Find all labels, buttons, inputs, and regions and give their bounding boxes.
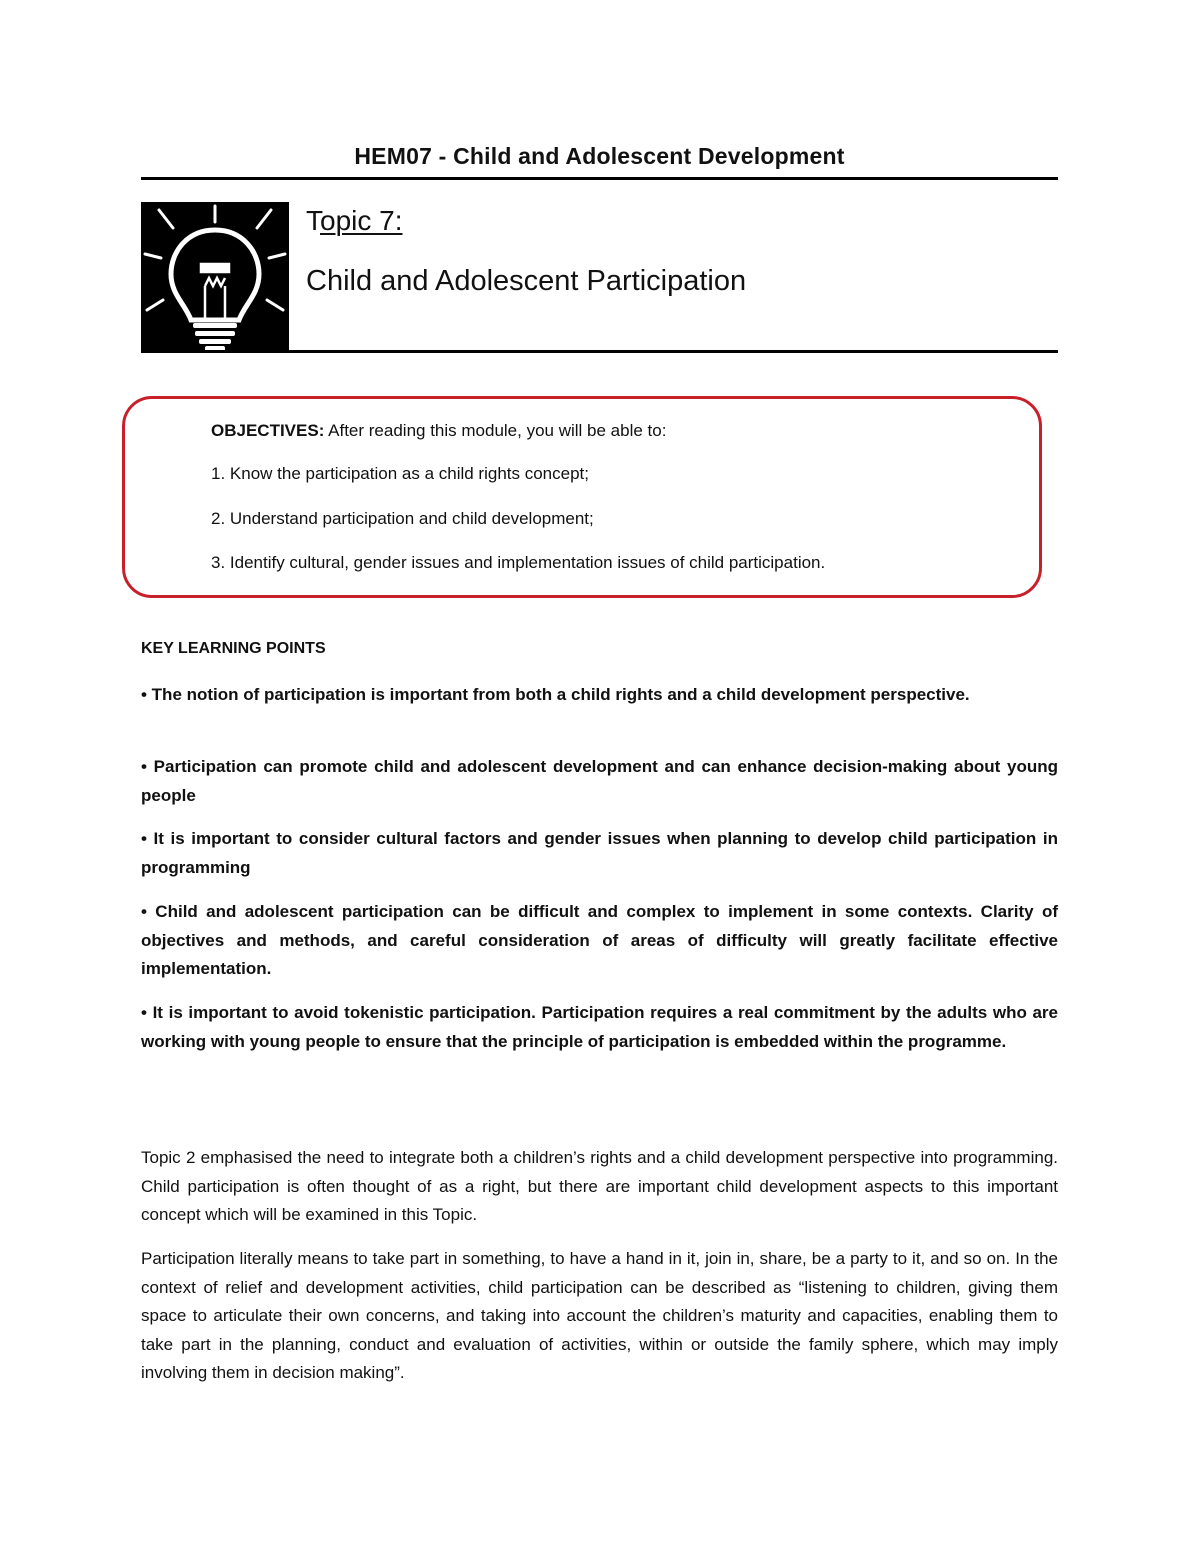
topic-label-underlined: opic 7:	[320, 205, 403, 236]
objective-item: 3. Identify cultural, gender issues and implementation issues of child participation.	[211, 553, 826, 572]
topic-label-prefix: T	[306, 205, 320, 236]
key-point: • It is important to avoid tokenistic participation. Participation requires a real commitment by the adults who are working with young people to ensure that the principle of participation is embedded within the programme.	[141, 1003, 1058, 1051]
key-point: • Child and adolescent participation can be difficult and complex to implement in some contexts. Clarity of objectives and methods, and careful consideration of areas of difficulty will greatly facilitate effective implementation.	[141, 902, 1058, 978]
body-paragraph: Topic 2 emphasised the need to integrate both a children’s rights and a child development perspective into programming. Child participation is often thought of as a right, but there are important child development aspects to this important concept which will be examined in this Topic.	[141, 1148, 1058, 1224]
topic-title: Child and Adolescent Participation	[306, 265, 747, 297]
topic-number	[306, 205, 403, 237]
header-rule	[141, 177, 1058, 180]
objectives-lead-text: After reading this module, you will be able to:	[324, 421, 667, 440]
topic-rule	[141, 350, 1058, 353]
key-point: • It is important to consider cultural factors and gender issues when planning to develop child participation in programming	[141, 829, 1058, 877]
objective-item: 2. Understand participation and child development;	[211, 509, 594, 528]
key-point: • Participation can promote child and adolescent development and can enhance decision-making about young people	[141, 757, 1058, 805]
objective-item: 1. Know the participation as a child rights concept;	[211, 464, 589, 483]
course-title: HEM07 - Child and Adolescent Development	[354, 143, 845, 169]
lightbulb-icon	[141, 202, 289, 353]
objectives-lead	[211, 421, 666, 441]
key-learning-heading: KEY LEARNING POINTS	[141, 640, 326, 657]
key-point: • The notion of participation is important from both a child rights and a child development perspective.	[141, 685, 970, 704]
objectives-label: OBJECTIVES:	[211, 421, 325, 440]
body-paragraph: Participation literally means to take part in something, to have a hand in it, join in, share, be a party to it, and so on. In the context of relief and development activities, child participation can be described as “listening to children, giving them space to articulate their own concerns, and taking into account the children’s maturity and capacities, enabling them to take part in the planning, conduct and evaluation of activities, within or outside the family sphere, which may imply involving them in decision making”.	[141, 1249, 1058, 1382]
